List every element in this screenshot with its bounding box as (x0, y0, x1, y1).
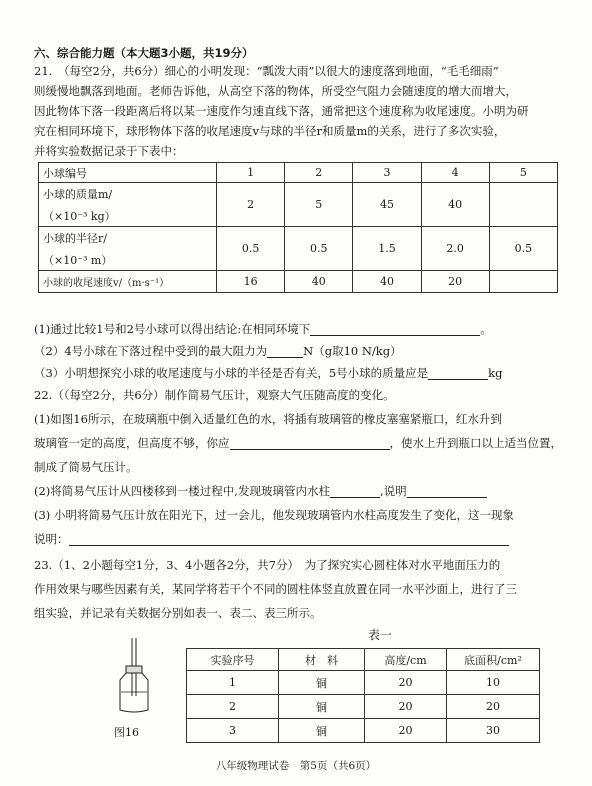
q21-sub2-unit: N（g取10 N/kg） (303, 344, 402, 358)
section-heading: 六、综合能力题（本大题3小题，共19分） (34, 46, 254, 60)
q21-sub3-unit: kg (488, 366, 503, 380)
column-header: 实验序号 (187, 649, 279, 671)
page-footer: 八年级物理试卷 第5页（共6页） (215, 760, 377, 772)
q23-line-2: 作用效果与哪些因素有关，某同学将若干个不同的圆柱体竖直放置在同一水平沙面上，进行了三 (34, 582, 517, 596)
q21-sub1 (34, 322, 492, 336)
q21-line-3: 因此物体下落一段距离后将以某一速度作匀速直线下落，通常把这个速度称为收尾速度。小明为研 (34, 104, 529, 118)
table-row (39, 227, 558, 271)
mass-label-line-1: 小球的质量m/ (43, 187, 113, 201)
speed-cell: 20 (421, 271, 489, 293)
q21-sub1-text: (1)通过比较1号和2号小球可以得出结论:在相同环境下 (34, 322, 311, 336)
column-header: 材 料 (279, 649, 365, 671)
q23-table-1 (186, 648, 540, 743)
q22-title: 22.（（每空2分，共6分）制作简易气压计，观察大气压随高度的变化。 (34, 388, 395, 402)
table-row (39, 163, 558, 183)
column-header: 3 (353, 163, 421, 183)
column-header: 5 (489, 163, 557, 183)
q22-sub1-text-cont: ，使水上升到瓶口以上适当位置， (389, 436, 562, 450)
q22-sub3-line-1: (3) 小明将简易气压计放在阳光下，过一会儿，他发现玻璃管内水柱高度发生了变化，这一现象 (34, 508, 514, 522)
q22-sub2-text: (2)将简易气压计从四楼移到一楼过程中,发现玻璃管内水柱 (34, 484, 330, 498)
mass-cell (489, 183, 557, 227)
mass-label (39, 183, 217, 227)
answer-blank[interactable] (310, 324, 480, 336)
table-title: 表一 (368, 628, 393, 642)
speed-cell: 40 (285, 271, 353, 293)
q21-sub2-text: （2）4号小球在下落过程中受到的最大阻力为 (34, 344, 268, 358)
speed-cell: 40 (353, 271, 421, 293)
q21-line-5: 并将实验数据记录于下表中： (34, 144, 184, 158)
q23-line-1: 23.（1、2小题每空1分，3、4小题各2分，共7分） 为了探究实心圆柱体对水平地面压力的 (34, 558, 501, 572)
mass-cell: 45 (353, 183, 421, 227)
table-row (39, 271, 558, 293)
table-row (187, 671, 540, 695)
table-cell: 3 (187, 719, 279, 743)
table-cell: 铜 (279, 695, 365, 719)
radius-cell: 0.5 (217, 227, 285, 271)
radius-label-line-2: （×10⁻³ m） (43, 253, 113, 267)
answer-blank[interactable] (330, 486, 380, 498)
speed-cell (489, 271, 557, 293)
q22-sub1-line-3: 制成了简易气压计。 (34, 460, 138, 474)
answer-blank[interactable] (407, 486, 487, 498)
column-header: 1 (217, 163, 285, 183)
answer-blank[interactable] (69, 534, 509, 546)
speed-cell: 16 (217, 271, 285, 293)
barometer-figure (104, 636, 164, 716)
table-cell: 铜 (279, 719, 365, 743)
radius-label (39, 227, 217, 271)
table-cell: 铜 (279, 671, 365, 695)
table-cell: 2 (187, 695, 279, 719)
radius-cell: 0.5 (285, 227, 353, 271)
glass-bottle (120, 673, 148, 712)
table-cell: 20 (365, 695, 447, 719)
radius-cell: 0.5 (489, 227, 557, 271)
q21-data-table (38, 162, 558, 293)
column-header: 4 (421, 163, 489, 183)
q21-line-4: 究在相同环境下，球形物体下落的收尾速度v与球的半径r和质量m的关系，进行了多次实验， (34, 124, 506, 138)
q22-sub1-text: 玻璃管一定的高度，但高度不够，你应 (34, 436, 230, 450)
q22-sub1-line-2 (34, 436, 562, 450)
q22-sub2 (34, 484, 487, 498)
mass-cell: 5 (285, 183, 353, 227)
table-row (187, 719, 540, 743)
table-row (187, 649, 540, 671)
q22-sub2-cont: ,说明 (379, 484, 407, 498)
mass-label-line-2: （×10⁻³ kg） (43, 209, 116, 223)
q21-sub3 (34, 366, 502, 380)
q23-line-3: 组实验，并记录有关数据分别如表一、表二、表三所示。 (34, 606, 322, 620)
column-header: 底面积/cm² (447, 649, 540, 671)
answer-blank[interactable] (267, 346, 303, 358)
table-cell: 20 (447, 695, 540, 719)
column-header: 2 (285, 163, 353, 183)
table-cell: 20 (365, 719, 447, 743)
table-cell: 10 (447, 671, 540, 695)
q22-sub1-line-1: (1)如图16所示，在玻璃瓶中倒入适量红色的水，将插有玻璃管的橡皮塞塞紧瓶口，红水升到 (34, 412, 502, 426)
column-header: 高度/cm (365, 649, 447, 671)
table-cell: 20 (365, 671, 447, 695)
radius-cell: 2.0 (421, 227, 489, 271)
q22-sub3-line-2 (34, 532, 509, 546)
mass-cell: 2 (217, 183, 285, 227)
q21-sub1-end: 。 (480, 322, 492, 336)
answer-blank[interactable] (230, 438, 390, 450)
table-row (187, 695, 540, 719)
figure-caption: 图16 (114, 726, 139, 739)
table-cell: 30 (447, 719, 540, 743)
table-cell: 1 (187, 671, 279, 695)
q21-line-1: 21. （每空2分，共6分）细心的小明发现：“瓢泼大雨”以很大的速度落到地面，“毛毛细雨” (34, 64, 499, 78)
rubber-stopper (126, 666, 142, 673)
speed-label: 小球的收尾速度v/（m·s⁻¹） (39, 271, 217, 293)
radius-cell: 1.5 (353, 227, 421, 271)
mass-cell: 40 (421, 183, 489, 227)
q21-sub3-text: （3）小明想探究小球的收尾速度与小球的半径是否有关，5号小球的质量应是 (34, 366, 429, 380)
q22-sub3-text: 说明： (34, 532, 69, 546)
header-label: 小球编号 (39, 163, 217, 183)
q21-sub2 (34, 344, 402, 358)
table-row (39, 183, 558, 227)
q21-line-2: 则缓慢地飘落到地面。老师告诉他，从高空下落的物体，所受空气阻力会随速度的增大而增大， (34, 84, 517, 98)
radius-label-line-1: 小球的半径r/ (43, 231, 107, 245)
answer-blank[interactable] (428, 368, 488, 380)
